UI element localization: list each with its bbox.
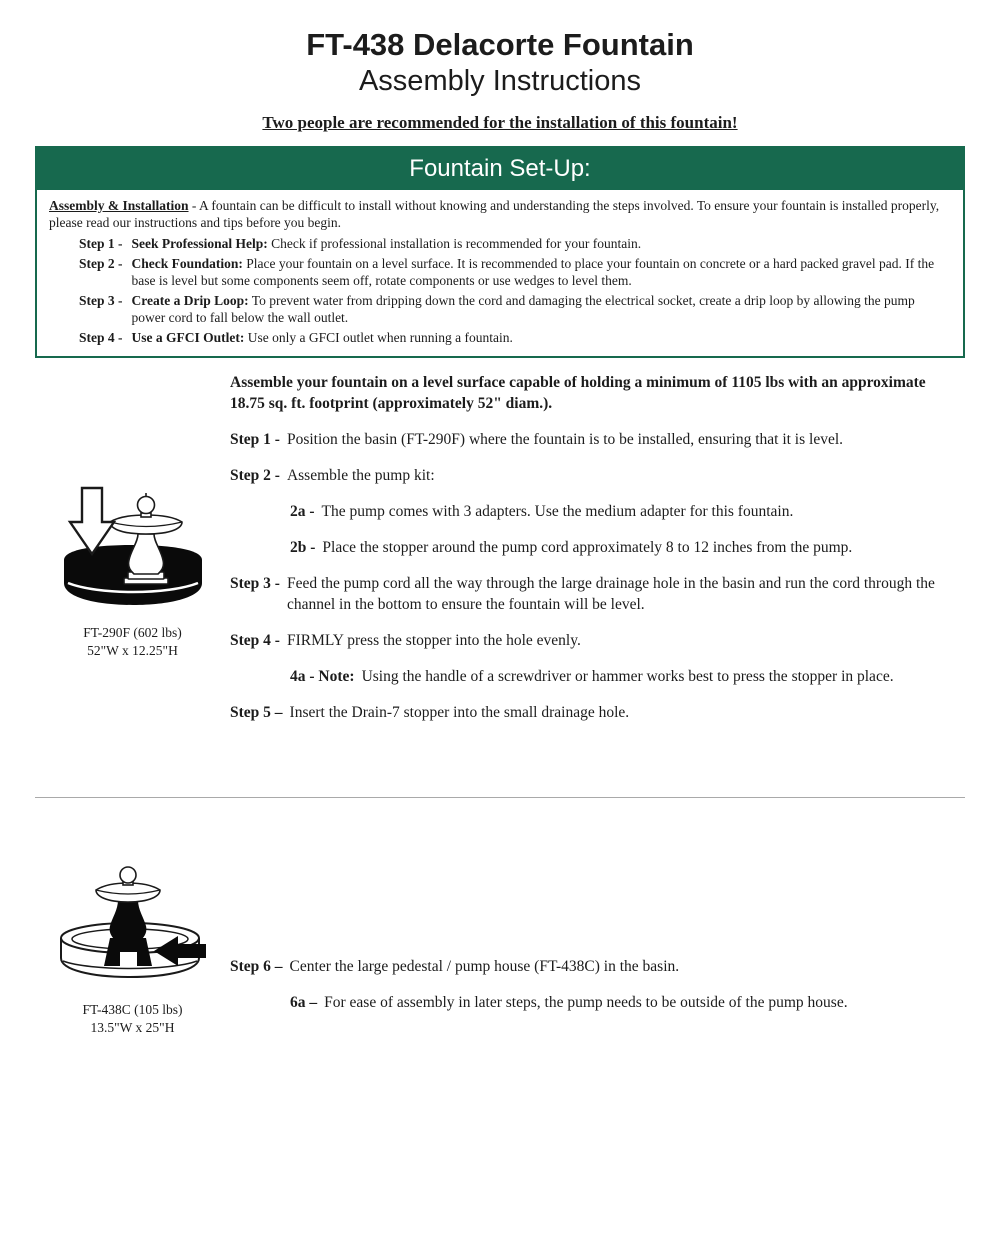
down-arrow-icon <box>70 488 114 554</box>
setup-step-2-title: Check Foundation: <box>131 256 243 271</box>
assembly-section-2 <box>35 798 965 1037</box>
figure-2-dimensions: 13.5"W x 25"H <box>90 1020 175 1035</box>
assembly-installation-label: Assembly & Installation <box>49 198 189 213</box>
two-people-recommendation-note: Two people are recommended for the installation of this fountain! <box>262 113 738 132</box>
assembly-installation-text: - A fountain can be difficult to install without knowing and understanding the steps involved. To ensure your fountain is installed properly, please read our instructions and tips before you begin. <box>49 198 940 230</box>
assembly-step-5 <box>230 702 961 723</box>
figure-column-1 <box>35 372 230 723</box>
setup-step-4 <box>79 329 951 346</box>
figure-2-caption <box>58 1001 208 1037</box>
basin-illustration <box>58 484 208 619</box>
page-title: FT-438 Delacorte Fountain <box>306 27 694 62</box>
page-subtitle: Assembly Instructions <box>358 65 642 97</box>
assembly-step-2 <box>230 465 961 486</box>
assembly-step-5-label: Step 5 – <box>230 704 283 721</box>
assembly-step-2b-text: Place the stopper around the pump cord approximately 8 to 12 inches from the pump. <box>322 539 853 556</box>
assembly-step-1 <box>230 429 961 450</box>
assembly-step-2a-label: 2a - <box>290 503 315 520</box>
setup-step-3 <box>79 292 951 326</box>
setup-step-4-title: Use a GFCI Outlet: <box>131 330 245 345</box>
bowl-outline <box>96 867 160 902</box>
fountain-setup-box <box>35 146 965 358</box>
pedestal-illustration <box>58 864 208 996</box>
assembly-step-4-text: FIRMLY press the stopper into the hole evenly. <box>286 632 581 649</box>
setup-step-3-title: Create a Drip Loop: <box>131 293 249 308</box>
setup-step-1-text: Check if professional installation is recommended for your fountain. <box>271 236 642 251</box>
assembly-step-4a <box>290 666 961 687</box>
setup-box-content <box>37 190 963 356</box>
figure-column-2 <box>35 798 230 1037</box>
setup-steps-list <box>49 235 951 346</box>
figure-pedestal-ft438c <box>58 864 208 1037</box>
setup-box-banner-title: Fountain Set-Up: <box>37 148 963 190</box>
assembly-step-2-text: Assemble the pump kit: <box>286 467 435 484</box>
setup-step-1 <box>79 235 951 252</box>
assembly-step-6a-label: 6a – <box>290 994 318 1011</box>
figure-basin-ft290f <box>58 484 208 660</box>
assembly-step-4a-text: Using the handle of a screwdriver or hammer works best to press the stopper in place. <box>361 668 894 685</box>
setup-step-4-label: Step 4 - <box>79 330 123 345</box>
setup-step-2-label: Step 2 - <box>79 256 123 271</box>
assembly-step-2b <box>290 537 961 558</box>
pedestal-shape <box>104 900 152 966</box>
surface-requirements-note: Assemble your fountain on a level surface capable of holding a minimum of 1105 lbs with an approximate 18.75 sq. ft. footprint (approximately 52" diam.). <box>230 374 926 412</box>
assembly-installation-paragraph <box>49 197 951 231</box>
assembly-step-6 <box>230 956 961 977</box>
assembly-step-5-text: Insert the Drain-7 stopper into the small drainage hole. <box>289 704 630 721</box>
document-header <box>35 0 965 133</box>
assembly-step-2b-label: 2b - <box>290 539 316 556</box>
setup-step-4-text: Use only a GFCI outlet when running a fountain. <box>247 330 513 345</box>
figure-1-model: FT-290F (602 lbs) <box>83 625 182 640</box>
assembly-step-4a-label: 4a - Note: <box>290 668 355 685</box>
assembly-step-1-label: Step 1 - <box>230 431 280 448</box>
instruction-column-1 <box>230 372 965 723</box>
setup-step-3-text: To prevent water from dripping down the cord and damaging the electrical socket, create a drip loop by allowing the pump power cord to fall below the wall outlet. <box>131 293 915 325</box>
figure-2-model: FT-438C (105 lbs) <box>82 1002 183 1017</box>
assembly-step-2-label: Step 2 - <box>230 467 280 484</box>
setup-step-3-label: Step 3 - <box>79 293 123 308</box>
assembly-step-2a <box>290 501 961 522</box>
assembly-section-1 <box>35 372 965 723</box>
assembly-step-4-label: Step 4 - <box>230 632 280 649</box>
assembly-step-3 <box>230 573 961 615</box>
assembly-step-3-label: Step 3 - <box>230 575 280 592</box>
assembly-step-6-label: Step 6 – <box>230 958 283 975</box>
setup-step-1-label: Step 1 - <box>79 236 123 251</box>
assembly-step-6-text: Center the large pedestal / pump house (FT-438C) in the basin. <box>289 958 680 975</box>
assembly-step-4 <box>230 630 961 651</box>
setup-step-2-text: Place your fountain on a level surface. It is recommended to place your fountain on concrete or a hard packed gravel pad. If the base is level but some components seem off, rotate components or use wedges to level them. <box>131 256 935 288</box>
figure-1-dimensions: 52"W x 12.25"H <box>87 643 178 658</box>
setup-step-1-title: Seek Professional Help: <box>131 236 268 251</box>
assembly-step-3-text: Feed the pump cord all the way through the large drainage hole in the basin and run the cord through the channel in the bottom to ensure the fountain will be level. <box>286 575 935 613</box>
assembly-step-1-text: Position the basin (FT-290F) where the fountain is to be installed, ensuring that it is level. <box>286 431 844 448</box>
figure-1-caption <box>58 624 208 660</box>
assembly-step-2a-text: The pump comes with 3 adapters. Use the medium adapter for this fountain. <box>321 503 794 520</box>
assembly-step-6a <box>290 992 961 1013</box>
assembly-step-6a-text: For ease of assembly in later steps, the pump needs to be outside of the pump house. <box>324 994 848 1011</box>
instruction-column-2 <box>230 798 965 1037</box>
setup-step-2 <box>79 255 951 289</box>
